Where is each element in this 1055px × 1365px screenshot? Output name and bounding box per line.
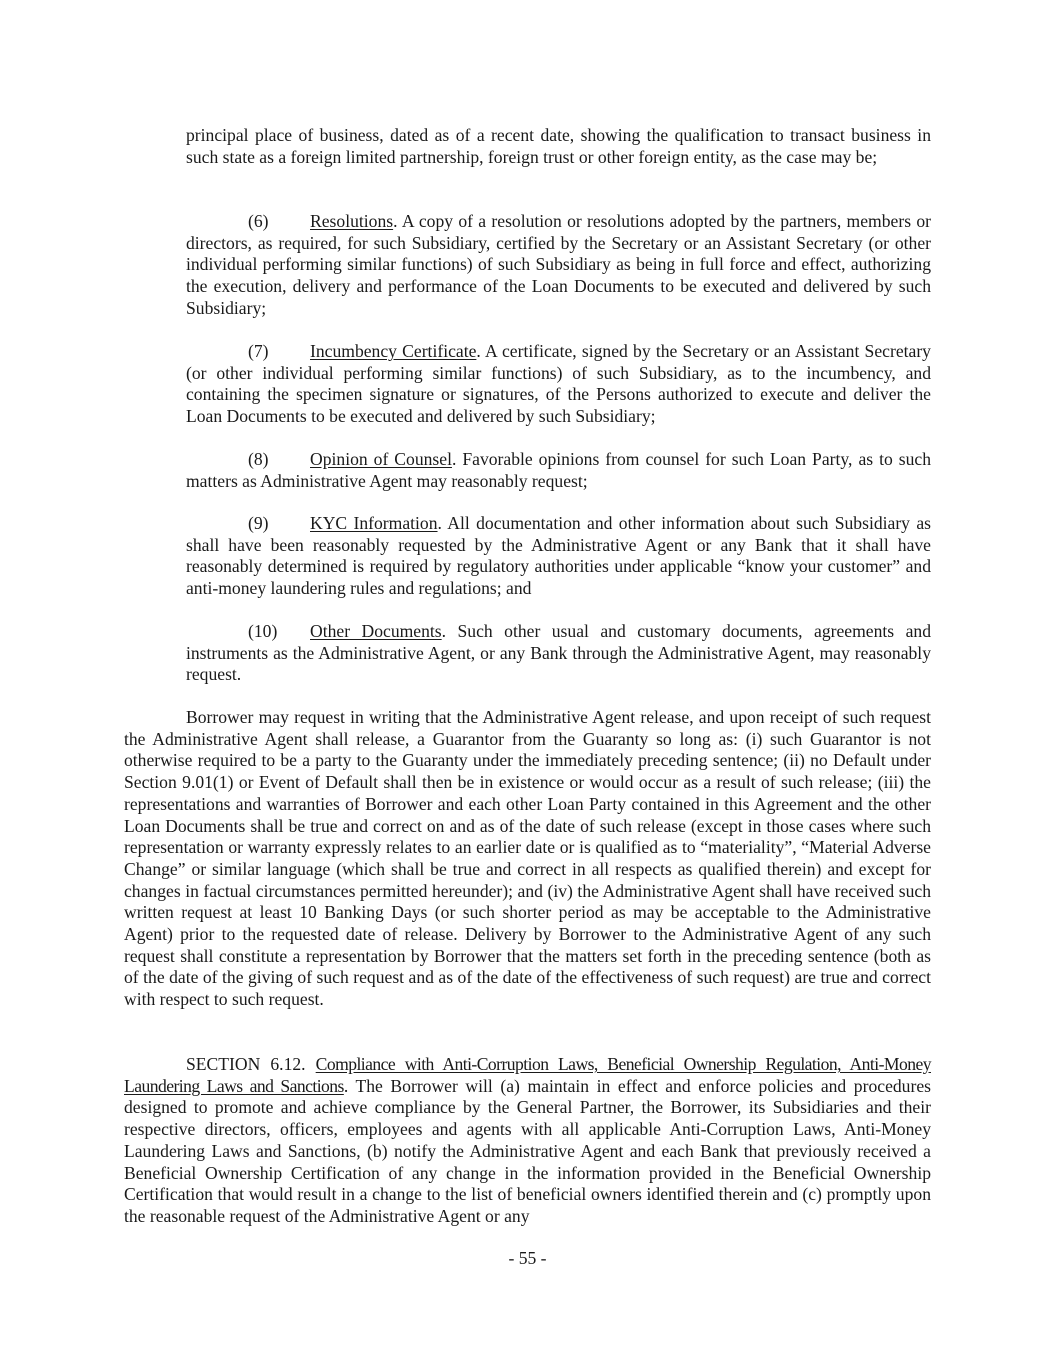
- item-text: . All documentation and other information about such Subsidiary as shall have been reasonably requested by the Administrative Agent or any Bank that it shall have reasonably determined is required by regulatory authorities under applicable “know your customer” and anti-money laundering rules and regulations; and: [186, 513, 931, 599]
- item-number: (10): [248, 621, 278, 641]
- item-text: . Favorable opinions from counsel for such Loan Party, as to such matters as Administrative Agent may reasonably request;: [186, 449, 931, 491]
- section-text: . The Borrower will (a) maintain in effect and enforce policies and procedures designed to promote and achieve compliance by the General Partner, the Borrower, its Subsidiaries and their respective directors, officers, employees and agents with all applicable Anti-Corruption Laws, Anti-Money Laundering Laws and Sanctions, (b) notify the Administrative Agent and each Bank that previously received a Beneficial Ownership Certification of any change in the information provided in the Beneficial Ownership Certification that would result in a change to the list of beneficial owners identified therein and (c) promptly upon the reasonable request of the Administrative Agent or any: [124, 1075, 931, 1226]
- item-heading: KYC Information: [310, 513, 438, 533]
- item-6-resolutions: [186, 211, 931, 320]
- item-number: (8): [248, 449, 269, 469]
- item-number: (7): [248, 341, 269, 361]
- item-8-opinion-of-counsel: [186, 449, 931, 492]
- item-heading: Other Documents: [310, 621, 442, 641]
- item-10-other-documents: [186, 621, 931, 686]
- page-number: - 55 -: [508, 1248, 547, 1268]
- item-number: (9): [248, 513, 269, 533]
- item-9-kyc-information: [186, 513, 931, 600]
- item-heading: Incumbency Certificate: [310, 341, 477, 361]
- item-text: . Such other usual and customary documents, agreements and instruments as the Administrative Agent, or any Bank through the Administrative Agent, may reasonably request.: [186, 621, 931, 685]
- section-6-12-paragraph: [124, 1054, 931, 1228]
- item-number: (6): [248, 211, 269, 231]
- continuation-text: principal place of business, dated as of a recent date, showing the qualification to transact business in such state as a foreign limited partnership, foreign trust or other foreign entity, as the case may be;: [186, 125, 931, 167]
- section-label: SECTION 6.12.: [186, 1054, 316, 1074]
- item-heading: Opinion of Counsel: [310, 449, 452, 469]
- item-7-incumbency-certificate: [186, 341, 931, 428]
- guarantor-release-paragraph: [124, 707, 931, 1011]
- continuation-paragraph: [186, 125, 931, 168]
- guarantor-release-text: Borrower may request in writing that the Administrative Agent release, and upon receipt of such request the Administrative Agent shall release, a Guarantor from the Guaranty so long as: (i) such Guarantor is not otherwise required to be a party to the Guaranty under the immediately preceding sentence; (ii) no Default under Section 9.01(1) or Event of Default shall then be in existence or would occur as a result of such release; (iii) the representations and warranties of Borrower and each other Loan Party contained in this Agreement and the other Loan Documents shall be true and correct on and as of the date of such release (except in those cases where such representation or warranty expressly relates to an earlier date or is qualified as to “materiality”, “Material Adverse Change” or similar language (which shall be true and correct in all respects as qualified therein) and except for changes in factual circumstances permitted hereunder); and (iv) the Administrative Agent shall have received such written request at least 10 Banking Days (or such shorter period as may be acceptable to the Administrative Agent) prior to the requested date of release. Delivery by Borrower to the Administrative Agent of any such request shall constitute a representation by Borrower that the matters set forth in the preceding sentence (both as of the date of the giving of such request and as of the date of the effectiveness of such request) are true and correct with respect to such request.: [124, 707, 931, 1010]
- item-text: . A certificate, signed by the Secretary or an Assistant Secretary (or other individual performing similar functions) of such Subsidiary, as to the incumbency, and containing the specimen signature or signatures, of the Persons authorized to execute and deliver the Loan Documents to be executed and delivered by such Subsidiary;: [186, 341, 931, 427]
- section-title: Compliance with Anti-Corruption Laws, Beneficial Ownership Regulation, Anti-Money Laundering Laws and Sanctions: [124, 1054, 931, 1096]
- item-heading: Resolutions: [310, 211, 394, 231]
- item-text: . A copy of a resolution or resolutions adopted by the partners, members or directors, as required, for such Subsidiary, certified by the Secretary or an Assistant Secretary (or other individual performing similar functions) of such Subsidiary as being in full force and effect, authorizing the execution, delivery and performance of the Loan Documents to be executed and delivered by such Subsidiary;: [186, 211, 931, 318]
